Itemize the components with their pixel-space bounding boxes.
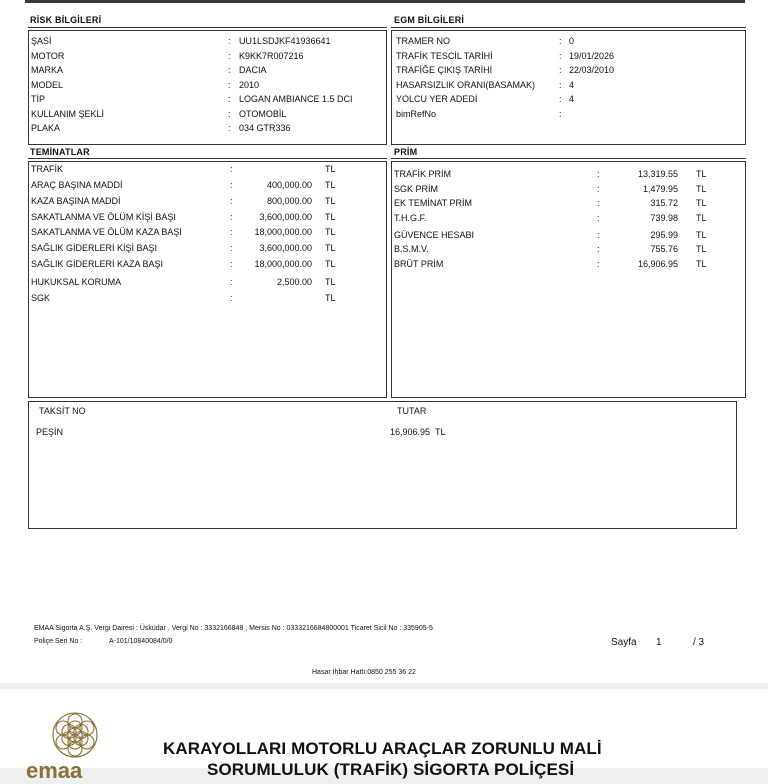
installment-box [28,401,737,529]
risk-row-colon: : [228,108,231,119]
coverage-row-label: TRAFİK [31,164,64,174]
risk-row-value: 034 GTR336 [239,123,291,133]
risk-row-value: OTOMOBİL [239,108,287,119]
premium-row-amount: 295.99 [650,230,678,240]
premium-row-colon: : [597,259,600,269]
risk-row-colon: : [228,36,231,46]
premium-row-currency: TL [696,169,707,179]
page-current: 1 [656,637,662,648]
egm-row-label: YOLCU YER ADEDİ [396,94,478,104]
coverage-row-colon: : [230,243,233,253]
egm-title-rule [391,27,746,28]
premium-row-currency: TL [696,184,707,194]
coverage-row-label: SAĞLIK GİDERLERİ KAZA BAŞI [31,259,164,269]
policy-serial-value: A-101/10840084/0/0 [109,638,173,645]
premium-row-amount: 1,479.95 [642,184,678,194]
egm-row-label: TRAFİK TESCİL TARİHİ [396,50,493,61]
coverage-row-label: SAKATLANMA VE ÖLÜM KAZA BAŞI [31,227,182,237]
egm-row-value: 0 [569,36,575,46]
document-title-line1: KARAYOLLARI MOTORLU ARAÇLAR ZORUNLU MALİ [163,739,602,758]
egm-row-value: 19/01/2026 [569,50,615,61]
egm-row-label: TRAMER NO [396,36,450,46]
coverage-row-colon: : [230,212,233,222]
coverage-title-rule [28,158,387,159]
premium-row-amount: 315.72 [650,198,678,208]
egm-row-label: TRAFİĞE ÇIKIŞ TARİHİ [396,65,493,75]
coverage-row-currency: TL [325,227,336,237]
installment-row-amount: 16,906.95 [389,427,430,437]
risk-row-value: LOGAN AMBIANCE 1.5 DCI [239,94,353,104]
coverage-row-colon: : [230,259,233,269]
top-rule [25,0,745,3]
coverage-row-currency: TL [325,259,336,269]
premium-row-label: EK TEMİNAT PRİM [394,198,473,208]
risk-info-box [28,30,387,145]
coverage-row-amount: 3,600,000.00 [259,243,312,253]
premium-row-label: TRAFİK PRİM [394,169,452,179]
risk-row-label: MOTOR [31,50,65,61]
coverage-row-colon: : [230,277,233,287]
premium-row-colon: : [597,169,600,179]
document-title-line2: SORUMLULUK (TRAFİK) SİGORTA POLİÇESİ [207,760,575,779]
installment-row-no: PEŞİN [36,427,64,437]
emaa-logo-icon [50,710,100,760]
risk-row-label: MODEL [31,79,64,90]
risk-title-rule [28,27,387,28]
coverage-row-label: KAZA BAŞINA MADDİ [31,196,121,206]
egm-section-title: EGM BİLGİLERİ [394,15,465,25]
premium-row-label: T.H.G.F. [394,213,427,223]
coverage-row-label: SAĞLIK GİDERLERİ KİŞİ BAŞI [31,243,158,253]
egm-row-colon: : [559,94,562,104]
premium-row-amount: 739.98 [650,213,678,223]
claims-hotline: Hasar İhbar Hattı:0850 255 36 22 [312,669,416,676]
coverage-row-colon: : [230,180,233,190]
egm-row-colon: : [559,79,562,90]
premium-row-currency: TL [696,259,707,269]
risk-row-label: KULLANIM ŞEKLİ [31,108,105,119]
coverage-row-amount: 3,600,000.00 [259,212,312,222]
risk-row-colon: : [228,50,231,61]
premium-row-amount: 755.76 [650,244,678,254]
premium-box [391,161,746,398]
coverage-row-currency: TL [325,243,336,253]
risk-row-colon: : [228,65,231,75]
risk-row-value: DACIA [239,65,267,75]
coverage-row-amount: 400,000.00 [266,180,312,190]
risk-row-colon: : [228,94,231,104]
premium-section-title: PRİM [394,147,418,157]
coverage-row-label: ARAÇ BAŞINA MADDİ [31,180,123,190]
premium-row-colon: : [597,244,600,254]
coverage-row-colon: : [230,164,233,174]
coverage-row-colon: : [230,196,233,206]
risk-row-value: 2010 [239,79,260,90]
premium-row-currency: TL [696,244,707,254]
egm-row-value: 4 [569,94,575,104]
installment-no-header: TAKSİT NO [39,406,86,416]
premium-row-label: GÜVENCE HESABI [394,230,475,240]
premium-title-rule [391,158,746,159]
policy-serial-label: Poliçe Seri No : [34,638,83,645]
company-info-line: EMAA Sigorta A.Ş. Vergi Dairesi : Üsküdar , Vergi No : 3332166848 , Mersis No : 0333216684800001 Ticaret Sicil No : 335905-5 [34,625,433,632]
coverage-row-label: HUKUKSAL KORUMA [31,277,122,287]
premium-row-colon: : [597,184,600,194]
installment-amount-header: TUTAR [397,406,427,416]
egm-row-value: 22/03/2010 [569,65,615,75]
risk-row-colon: : [228,123,231,133]
coverage-row-colon: : [230,227,233,237]
premium-row-amount: 13,319.55 [637,169,678,179]
page-total: / 3 [693,637,705,648]
egm-row-value: 4 [569,79,575,90]
risk-row-value: K9KK7R007216 [239,50,304,61]
coverage-row-amount: 18,000,000.00 [254,259,312,269]
coverage-row-currency: TL [325,277,336,287]
emaa-logo-text: emaa [26,758,83,783]
coverage-row-currency: TL [325,180,336,190]
egm-row-colon: : [559,50,562,61]
risk-row-value: UU1LSDJKF41936641 [239,36,331,46]
premium-row-colon: : [597,230,600,240]
coverage-section-title: TEMİNATLAR [30,147,90,157]
coverage-row-label: SAKATLANMA VE ÖLÜM KİŞİ BAŞI [31,212,176,222]
risk-row-label: TİP [31,94,46,104]
coverage-row-label: SGK [31,293,51,303]
egm-row-label: bimRefNo [396,108,437,119]
premium-row-colon: : [597,198,600,208]
premium-row-currency: TL [696,230,707,240]
coverage-row-currency: TL [325,196,336,206]
coverage-row-currency: TL [325,212,336,222]
egm-row-colon: : [559,36,562,46]
egm-row-label: HASARSIZLIK ORANI(BASAMAK) [396,79,536,90]
egm-row-colon: : [559,65,562,75]
premium-row-label: B.S.M.V. [394,244,429,254]
installment-row-currency: TL [435,427,446,437]
premium-row-colon: : [597,213,600,223]
premium-row-currency: TL [696,198,707,208]
risk-row-label: MARKA [31,65,64,75]
coverage-row-amount: 800,000.00 [266,196,312,206]
premium-row-amount: 16,906.95 [637,259,678,269]
risk-row-label: PLAKA [31,123,61,133]
coverage-row-currency: TL [325,293,336,303]
premium-row-currency: TL [696,213,707,223]
coverage-row-colon: : [230,293,233,303]
coverage-row-amount: 2,500.00 [276,277,312,287]
risk-row-colon: : [228,79,231,90]
premium-row-label: BRÜT PRİM [394,259,444,269]
coverage-row-amount: 18,000,000.00 [254,227,312,237]
premium-row-label: SGK PRİM [394,184,439,194]
risk-row-label: ŞASİ [31,36,52,46]
page-label: Sayfa [611,637,637,648]
egm-row-colon: : [559,108,562,119]
coverage-row-currency: TL [325,164,336,174]
risk-section-title: RİSK BİLGİLERİ [30,15,102,25]
